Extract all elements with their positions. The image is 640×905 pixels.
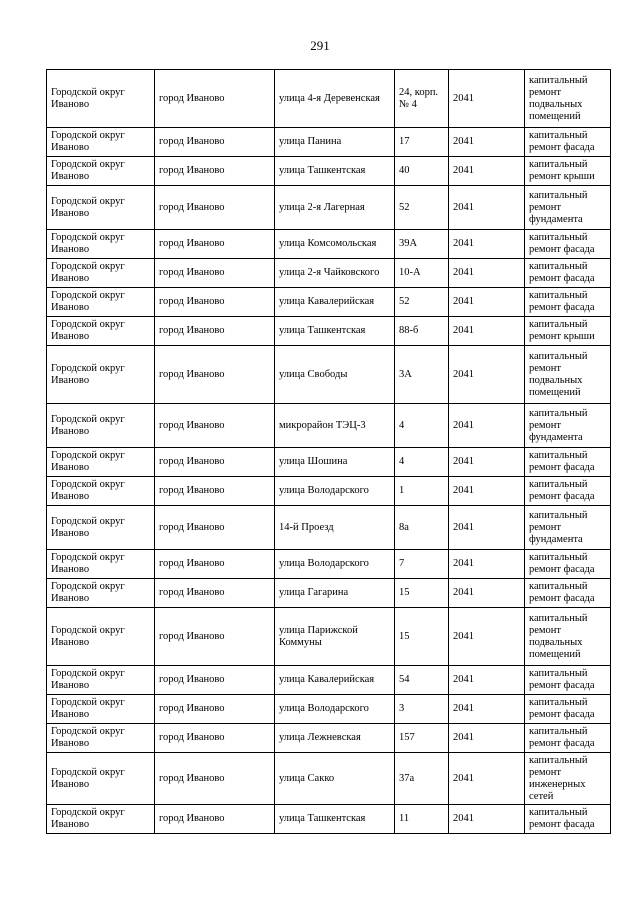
work-type-cell: капитальный ремонт фасада	[525, 579, 611, 608]
okrug-cell: Городской округ Иваново	[47, 186, 155, 230]
house-cell: 4	[395, 448, 449, 477]
okrug-cell: Городской округ Иваново	[47, 157, 155, 186]
house-cell: 15	[395, 608, 449, 666]
year-cell: 2041	[449, 608, 525, 666]
work-type-cell: капитальный ремонт фасада	[525, 724, 611, 753]
house-cell: 88-б	[395, 317, 449, 346]
city-cell: город Иваново	[155, 550, 275, 579]
work-type-cell: капитальный ремонт фасада	[525, 288, 611, 317]
table-row	[47, 753, 611, 805]
house-cell: 40	[395, 157, 449, 186]
house-cell: 37а	[395, 753, 449, 805]
street-cell: улица Лежневская	[275, 724, 395, 753]
street-cell: улица Парижской Коммуны	[275, 608, 395, 666]
city-cell: город Иваново	[155, 128, 275, 157]
table-row	[47, 477, 611, 506]
house-cell: 24, корп. № 4	[395, 70, 449, 128]
okrug-cell: Городской округ Иваново	[47, 317, 155, 346]
house-cell: 15	[395, 579, 449, 608]
house-cell: 54	[395, 666, 449, 695]
table-row	[47, 805, 611, 834]
year-cell: 2041	[449, 230, 525, 259]
street-cell: улица 2-я Лагерная	[275, 186, 395, 230]
okrug-cell: Городской округ Иваново	[47, 230, 155, 259]
table-row	[47, 695, 611, 724]
table-row	[47, 70, 611, 128]
year-cell: 2041	[449, 695, 525, 724]
city-cell: город Иваново	[155, 346, 275, 404]
year-cell: 2041	[449, 317, 525, 346]
table-row	[47, 317, 611, 346]
okrug-cell: Городской округ Иваново	[47, 128, 155, 157]
street-cell: улица Володарского	[275, 695, 395, 724]
year-cell: 2041	[449, 666, 525, 695]
street-cell: микрорайон ТЭЦ-3	[275, 404, 395, 448]
work-type-cell: капитальный ремонт инженерных сетей	[525, 753, 611, 805]
year-cell: 2041	[449, 128, 525, 157]
house-cell: 52	[395, 288, 449, 317]
city-cell: город Иваново	[155, 448, 275, 477]
house-cell: 1	[395, 477, 449, 506]
house-cell: 157	[395, 724, 449, 753]
page-number: 291	[310, 38, 330, 53]
work-type-cell: капитальный ремонт подвальных помещений	[525, 608, 611, 666]
table-row	[47, 506, 611, 550]
street-cell: улица Гагарина	[275, 579, 395, 608]
okrug-cell: Городской округ Иваново	[47, 506, 155, 550]
year-cell: 2041	[449, 477, 525, 506]
house-cell: 3	[395, 695, 449, 724]
table-row	[47, 666, 611, 695]
okrug-cell: Городской округ Иваново	[47, 288, 155, 317]
house-cell: 17	[395, 128, 449, 157]
table-row	[47, 448, 611, 477]
city-cell: город Иваново	[155, 579, 275, 608]
okrug-cell: Городской округ Иваново	[47, 753, 155, 805]
year-cell: 2041	[449, 346, 525, 404]
house-cell: 7	[395, 550, 449, 579]
house-cell: 10-А	[395, 259, 449, 288]
year-cell: 2041	[449, 157, 525, 186]
house-cell: 39А	[395, 230, 449, 259]
work-type-cell: капитальный ремонт фасада	[525, 695, 611, 724]
house-cell: 52	[395, 186, 449, 230]
street-cell: улица Ташкентская	[275, 157, 395, 186]
city-cell: город Иваново	[155, 695, 275, 724]
street-cell: улица Панина	[275, 128, 395, 157]
work-type-cell: капитальный ремонт фасада	[525, 805, 611, 834]
street-cell: улица Свободы	[275, 346, 395, 404]
street-cell: улица Ташкентская	[275, 317, 395, 346]
work-type-cell: капитальный ремонт фасада	[525, 477, 611, 506]
okrug-cell: Городской округ Иваново	[47, 608, 155, 666]
year-cell: 2041	[449, 550, 525, 579]
work-type-cell: капитальный ремонт фасада	[525, 666, 611, 695]
okrug-cell: Городской округ Иваново	[47, 695, 155, 724]
work-type-cell: капитальный ремонт подвальных помещений	[525, 346, 611, 404]
table-row	[47, 259, 611, 288]
table-body	[47, 70, 611, 834]
city-cell: город Иваново	[155, 477, 275, 506]
street-cell: улица Сакко	[275, 753, 395, 805]
city-cell: город Иваново	[155, 259, 275, 288]
street-cell: улица Шошина	[275, 448, 395, 477]
table-row	[47, 128, 611, 157]
okrug-cell: Городской округ Иваново	[47, 724, 155, 753]
street-cell: 14-й Проезд	[275, 506, 395, 550]
work-type-cell: капитальный ремонт фундамента	[525, 186, 611, 230]
city-cell: город Иваново	[155, 157, 275, 186]
table-row	[47, 346, 611, 404]
table-row	[47, 579, 611, 608]
work-type-cell: капитальный ремонт фундамента	[525, 506, 611, 550]
repair-registry-table	[46, 69, 611, 834]
house-cell: 4	[395, 404, 449, 448]
table-row	[47, 186, 611, 230]
table-row	[47, 608, 611, 666]
city-cell: город Иваново	[155, 506, 275, 550]
year-cell: 2041	[449, 805, 525, 834]
table-row	[47, 404, 611, 448]
work-type-cell: капитальный ремонт фасада	[525, 550, 611, 579]
work-type-cell: капитальный ремонт фундамента	[525, 404, 611, 448]
table-row	[47, 550, 611, 579]
city-cell: город Иваново	[155, 230, 275, 259]
table-row	[47, 157, 611, 186]
okrug-cell: Городской округ Иваново	[47, 579, 155, 608]
work-type-cell: капитальный ремонт фасада	[525, 128, 611, 157]
house-cell: 8а	[395, 506, 449, 550]
table-row	[47, 724, 611, 753]
year-cell: 2041	[449, 288, 525, 317]
table-row	[47, 230, 611, 259]
okrug-cell: Городской округ Иваново	[47, 346, 155, 404]
city-cell: город Иваново	[155, 805, 275, 834]
year-cell: 2041	[449, 579, 525, 608]
street-cell: улица Володарского	[275, 477, 395, 506]
year-cell: 2041	[449, 506, 525, 550]
street-cell: улица Володарского	[275, 550, 395, 579]
year-cell: 2041	[449, 448, 525, 477]
okrug-cell: Городской округ Иваново	[47, 805, 155, 834]
work-type-cell: капитальный ремонт фасада	[525, 230, 611, 259]
table-row	[47, 288, 611, 317]
city-cell: город Иваново	[155, 317, 275, 346]
city-cell: город Иваново	[155, 666, 275, 695]
okrug-cell: Городской округ Иваново	[47, 404, 155, 448]
city-cell: город Иваново	[155, 186, 275, 230]
work-type-cell: капитальный ремонт фасада	[525, 259, 611, 288]
house-cell: 3А	[395, 346, 449, 404]
work-type-cell: капитальный ремонт крыши	[525, 317, 611, 346]
city-cell: город Иваново	[155, 70, 275, 128]
okrug-cell: Городской округ Иваново	[47, 70, 155, 128]
city-cell: город Иваново	[155, 288, 275, 317]
street-cell: улица Кавалерийская	[275, 288, 395, 317]
city-cell: город Иваново	[155, 608, 275, 666]
year-cell: 2041	[449, 259, 525, 288]
work-type-cell: капитальный ремонт подвальных помещений	[525, 70, 611, 128]
house-cell: 11	[395, 805, 449, 834]
work-type-cell: капитальный ремонт фасада	[525, 448, 611, 477]
okrug-cell: Городской округ Иваново	[47, 550, 155, 579]
year-cell: 2041	[449, 186, 525, 230]
city-cell: город Иваново	[155, 724, 275, 753]
street-cell: улица Ташкентская	[275, 805, 395, 834]
street-cell: улица 2-я Чайковского	[275, 259, 395, 288]
year-cell: 2041	[449, 70, 525, 128]
year-cell: 2041	[449, 404, 525, 448]
city-cell: город Иваново	[155, 753, 275, 805]
street-cell: улица 4-я Деревенская	[275, 70, 395, 128]
okrug-cell: Городской округ Иваново	[47, 448, 155, 477]
year-cell: 2041	[449, 724, 525, 753]
street-cell: улица Кавалерийская	[275, 666, 395, 695]
work-type-cell: капитальный ремонт крыши	[525, 157, 611, 186]
city-cell: город Иваново	[155, 404, 275, 448]
okrug-cell: Городской округ Иваново	[47, 477, 155, 506]
street-cell: улица Комсомольская	[275, 230, 395, 259]
year-cell: 2041	[449, 753, 525, 805]
okrug-cell: Городской округ Иваново	[47, 259, 155, 288]
okrug-cell: Городской округ Иваново	[47, 666, 155, 695]
